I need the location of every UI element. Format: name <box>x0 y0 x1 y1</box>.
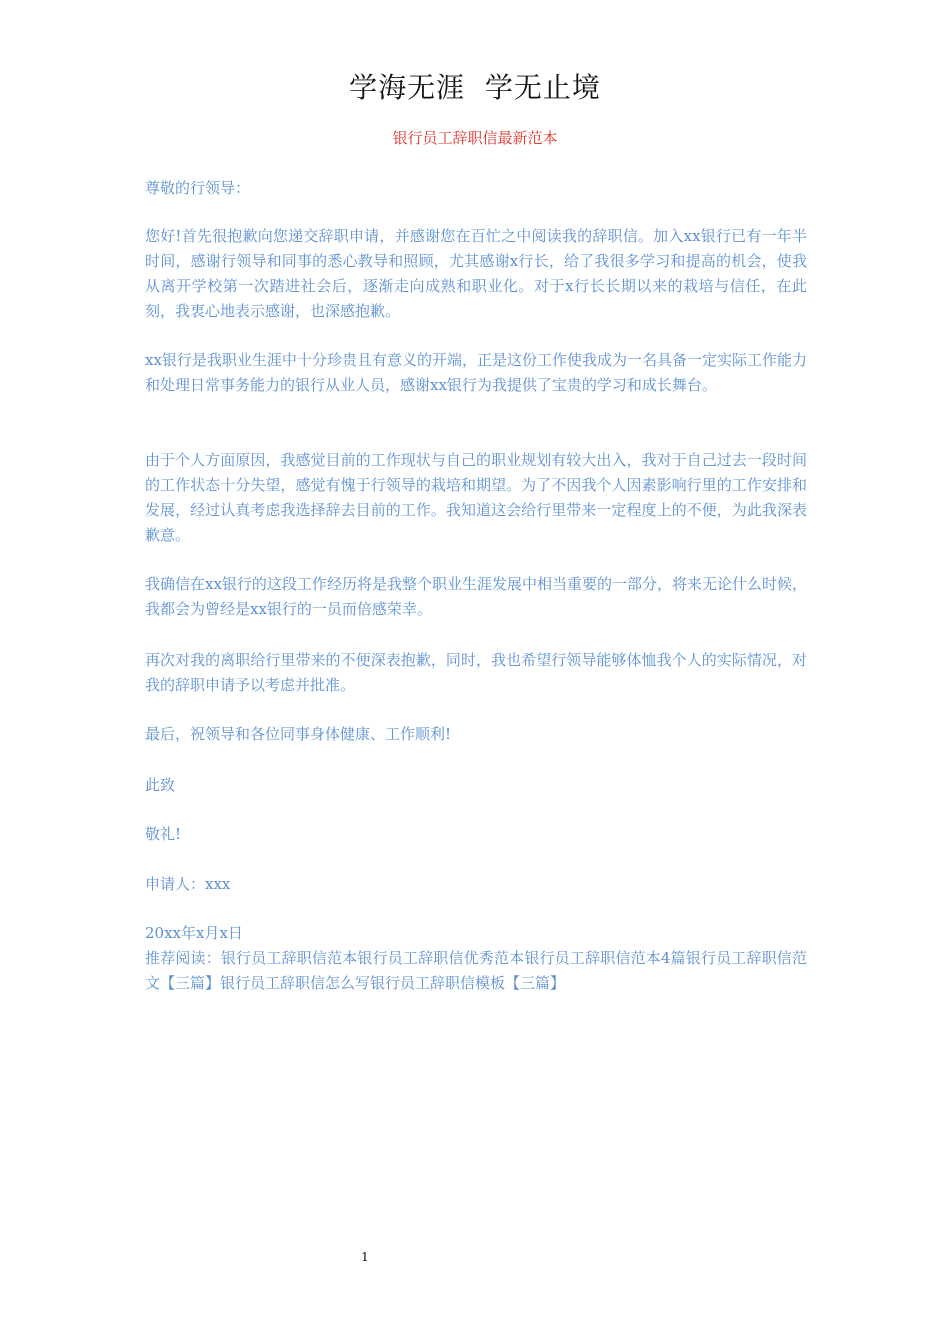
salutation: 尊敬的行领导： <box>145 179 251 197</box>
closing: 此致 <box>145 776 176 794</box>
document-title: 银行员工辞职信最新范本 <box>392 129 558 147</box>
paragraph-1: 您好!首先很抱歉向您递交辞职申请，并感谢您在百忙之中阅读我的辞职信。加入xx银行已有一年半时间，感谢行领导和同事的悉心教导和照顾，尤其感谢x行长，给了我很多学习和提高的机会，使我从离开学校第一次踏进社会后，逐渐走向成熟和职业化。对于x行长长期以来的栽培与信任，在此刻，我衷心地表示感谢，也深感抱歉。 <box>145 227 807 320</box>
recommended-reading: 推荐阅读：银行员工辞职信范本银行员工辞职信优秀范本银行员工辞职信范本4篇银行员工辞职信范文【三篇】银行员工辞职信怎么写银行员工辞职信模板【三篇】 <box>145 949 807 992</box>
paragraph-5: 再次对我的离职给行里带来的不便深表抱歉，同时，我也希望行领导能够体恤我个人的实际情况，对我的辞职申请予以考虑并批准。 <box>145 651 807 694</box>
regards: 敬礼! <box>145 825 182 843</box>
paragraph-3: 由于个人方面原因，我感觉目前的工作现状与自己的职业规划有较大出入，我对于自己过去一段时间的工作状态十分失望，感觉有愧于行领导的栽培和期望。为了不因我个人因素影响行里的工作安排和发展，经过认真考虑我选择辞去目前的工作。我知道这会给行里带来一定程度上的不便，为此我深表歉意。 <box>145 451 807 544</box>
applicant: 申请人：xxx <box>145 875 231 893</box>
paragraph-2: xx银行是我职业生涯中十分珍贵且有意义的开端，正是这份工作使我成为一名具备一定实际工作能力和处理日常事务能力的银行从业人员，感谢xx银行为我提供了宝贵的学习和成长舞台。 <box>145 351 807 394</box>
date: 20xx年x月x日 <box>145 924 243 942</box>
paragraph-6: 最后，祝领导和各位同事身体健康、工作顺利! <box>145 725 452 743</box>
paragraph-4: 我确信在xx银行的这段工作经历将是我整个职业生涯发展中相当重要的一部分，将来无论什么时候，我都会为曾经是xx银行的一员而倍感荣幸。 <box>145 575 807 618</box>
page-header: 学海无涯 学无止境 <box>349 71 601 104</box>
page-number: 1 <box>361 1250 369 1264</box>
